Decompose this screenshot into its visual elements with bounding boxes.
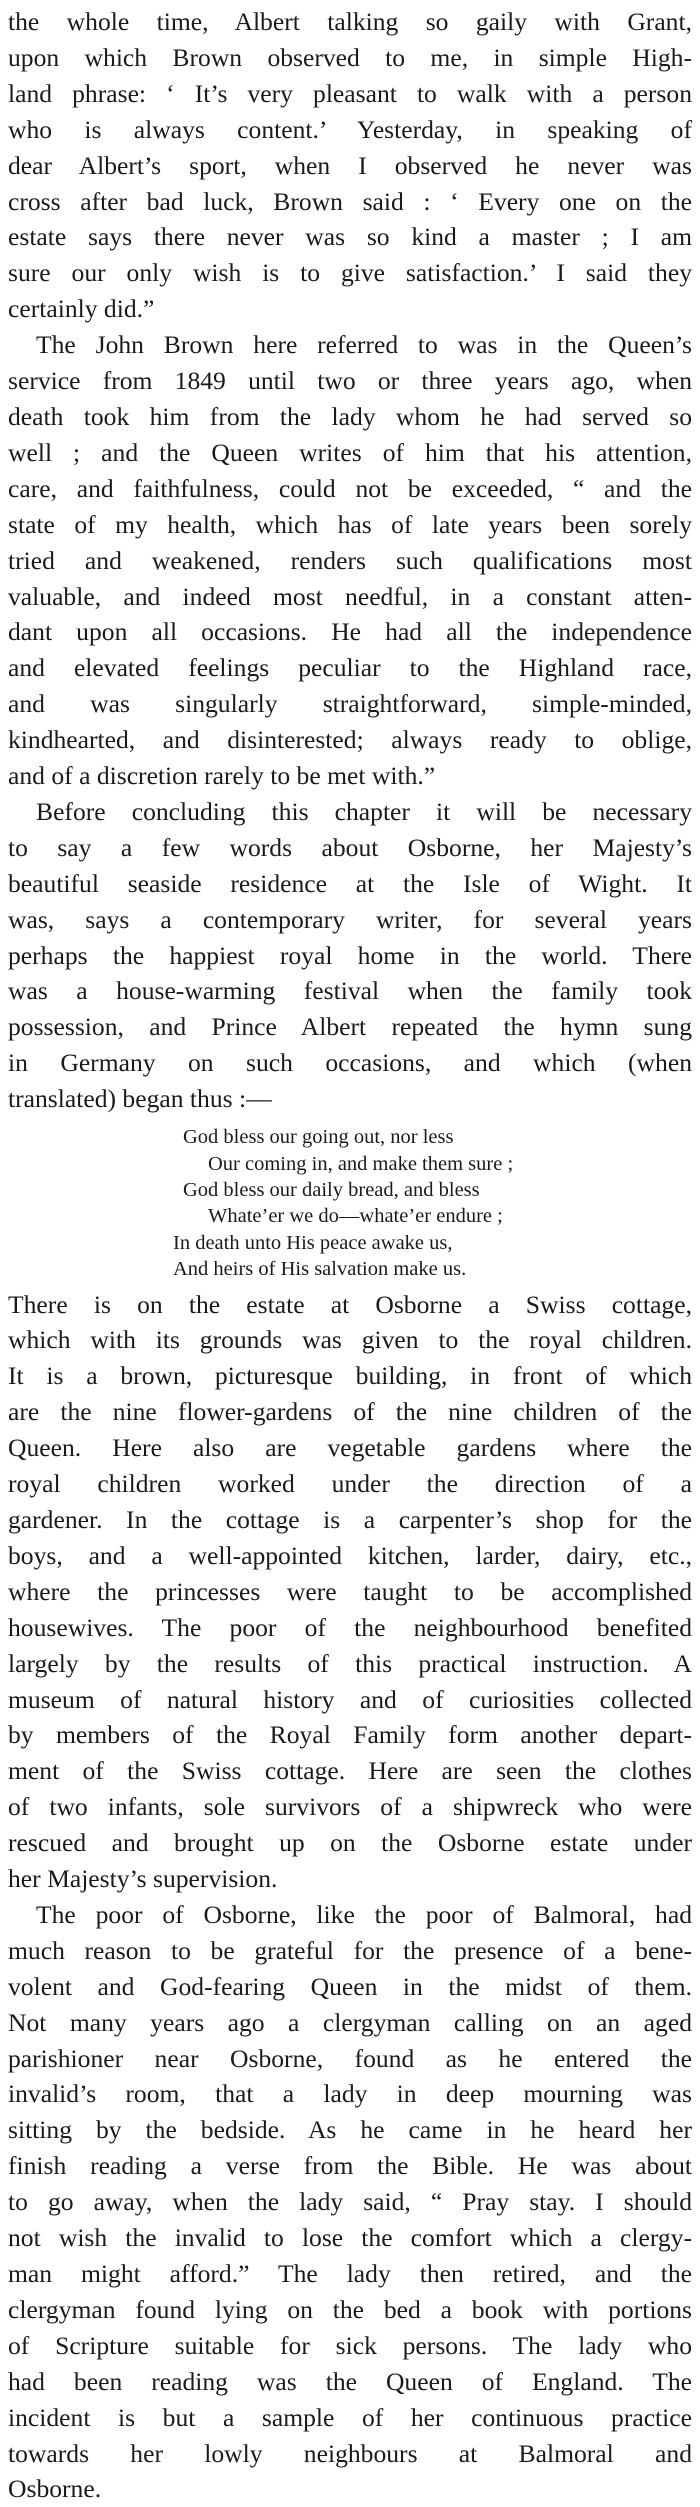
text-line: and elevated feelings peculiar to the Highland race,	[8, 653, 692, 683]
hymn-line: And heirs of His salvation make us.	[173, 1258, 467, 1281]
text-line: valuable, and indeed most needful, in a constant atten-	[8, 581, 692, 611]
text-line: well ; and the Queen writes of him that his attention,	[8, 437, 692, 467]
text-line: land phrase: ‘ It’s very pleasant to walk with a person	[8, 78, 692, 108]
hymn-line: God bless our going out, nor less	[183, 1126, 454, 1149]
text-line: There is on the estate at Osborne a Swiss cottage,	[8, 1289, 692, 1319]
hymn-line: In death unto His peace awake us,	[173, 1231, 453, 1254]
text-line: sure our only wish is to give satisfaction.’ I said they	[8, 258, 692, 288]
paragraph-3	[8, 794, 692, 1117]
text-line: ment of the Swiss cottage. Here are seen the clothes	[8, 1756, 692, 1786]
text-line: state of my health, which has of late years been sorely	[8, 509, 692, 539]
text-line: incident is but a sample of her continuous practice	[8, 2402, 692, 2432]
text-line: to go away, when the lady said, “ Pray stay. I should	[8, 2187, 692, 2217]
text-line: Queen. Here also are vegetable gardens where the	[8, 1433, 692, 1463]
hymn-verse	[8, 1124, 692, 1282]
text-line: dant upon all occasions. He had all the independence	[8, 617, 692, 647]
text-line: care, and faithfulness, could not be exceeded, “ and the	[8, 473, 692, 503]
text-line: of two infants, sole survivors of a shipwreck who were	[8, 1792, 692, 1822]
text-line: not wish the invalid to lose the comfort which a clergy-	[8, 2223, 692, 2253]
text-line: rescued and brought up on the Osborne estate under	[8, 1828, 692, 1858]
text-line: which with its grounds was given to the royal children.	[8, 1325, 692, 1355]
text-line: much reason to be grateful for the presence of a bene-	[8, 1935, 692, 1965]
text-line: had been reading was the Queen of England. The	[8, 2366, 692, 2396]
text-line: beautiful seaside residence at the Isle of Wight. It	[8, 868, 692, 898]
text-line: clergyman found lying on the bed a book with portions	[8, 2294, 692, 2324]
text-line: by members of the Royal Family form another depart-	[8, 1720, 692, 1750]
text-line: are the nine flower-gardens of the nine children of the	[8, 1397, 692, 1427]
text-line: museum of natural history and of curiosities collected	[8, 1684, 692, 1714]
text-line: gardener. In the cottage is a carpenter’s shop for the	[8, 1504, 692, 1534]
text-line: man might afford.” The lady then retired, and the	[8, 2259, 692, 2288]
text-line: largely by the results of this practical instruction. A	[8, 1648, 692, 1678]
text-line: and was singularly straightforward, simple-minded,	[8, 689, 692, 719]
text-line: possession, and Prince Albert repeated the hymn sung	[8, 1012, 692, 1042]
text-line: Before concluding this chapter it will be necessary	[36, 796, 692, 826]
text-line: Osborne.	[8, 2474, 102, 2504]
text-line: sitting by the bedside. As he came in he heard her	[8, 2115, 692, 2145]
text-line: volent and God-fearing Queen in the midst of them.	[8, 1971, 692, 2001]
text-line: The poor of Osborne, like the poor of Balmoral, had	[36, 1899, 692, 1929]
paragraph-4	[8, 1287, 692, 1897]
text-line: cross after bad luck, Brown said : ‘ Every one on the	[8, 186, 692, 216]
text-line: service from 1849 until two or three years ago, when	[8, 366, 692, 396]
text-line: Not many years ago a clergyman calling on an aged	[8, 2007, 692, 2037]
text-line: boys, and a well-appointed kitchen, larder, dairy, etc.,	[8, 1540, 692, 1570]
text-line: the whole time, Albert talking so gaily with Grant,	[8, 7, 692, 36]
text-line: who is always content.’ Yesterday, in speaking of	[8, 114, 692, 144]
text-line: translated) began thus :—	[8, 1084, 272, 1114]
text-line: of Scripture suitable for sick persons. The lady who	[8, 2330, 692, 2360]
paragraph-5	[8, 1897, 692, 2507]
text-line: her Majesty’s supervision.	[8, 1864, 278, 1894]
text-line: certainly did.”	[8, 294, 155, 324]
paragraph-2	[8, 327, 692, 794]
hymn-line: Our coming in, and make them sure ;	[208, 1152, 514, 1175]
text-line: dear Albert’s sport, when I observed he never was	[8, 150, 692, 180]
text-line: was a house-warming festival when the family took	[8, 976, 692, 1006]
text-line: The John Brown here referred to was in the Queen’s	[36, 330, 692, 360]
text-line: royal children worked under the direction of a	[8, 1469, 692, 1499]
hymn-line: Whate’er we do—whate’er endure ;	[208, 1205, 503, 1228]
text-line: to say a few words about Osborne, her Majesty’s	[8, 832, 692, 862]
text-line: kindhearted, and disinterested; always ready to oblige,	[8, 725, 692, 755]
text-line: housewives. The poor of the neighbourhood benefited	[8, 1612, 692, 1642]
text-line: where the princesses were taught to be accomplished	[8, 1576, 692, 1606]
text-line: death took him from the lady whom he had served so	[8, 401, 692, 431]
text-line: in Germany on such occasions, and which (when	[8, 1048, 692, 1078]
text-line: estate says there never was so kind a master ; I am	[8, 222, 692, 252]
text-line: towards her lowly neighbours at Balmoral and	[8, 2438, 692, 2468]
text-line: It is a brown, picturesque building, in front of which	[8, 1361, 692, 1391]
text-line: upon which Brown observed to me, in simple High-	[8, 42, 692, 72]
text-line: finish reading a verse from the Bible. He was about	[8, 2151, 692, 2181]
text-line: tried and weakened, renders such qualifications most	[8, 545, 692, 575]
text-line: perhaps the happiest royal home in the world. There	[8, 940, 692, 970]
text-line: and of a discretion rarely to be met with.”	[8, 761, 436, 791]
hymn-line: God bless our daily bread, and bless	[183, 1178, 480, 1201]
text-line: invalid’s room, that a lady in deep mourning was	[8, 2079, 692, 2109]
book-page	[8, 4, 692, 2507]
paragraph-1	[8, 4, 692, 327]
text-line: parishioner near Osborne, found as he entered the	[8, 2043, 692, 2073]
text-line: was, says a contemporary writer, for several years	[8, 904, 692, 934]
